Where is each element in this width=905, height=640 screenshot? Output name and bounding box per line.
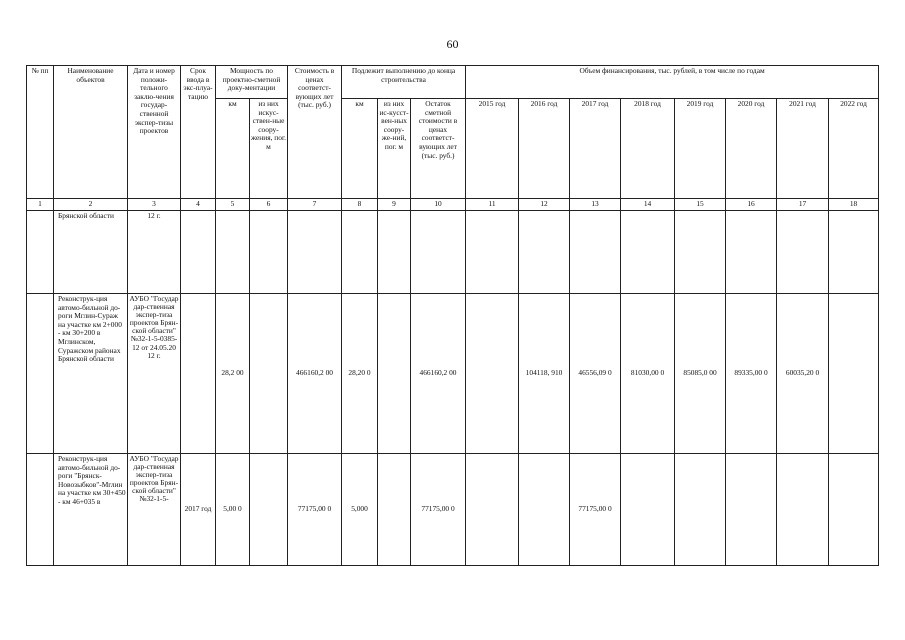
col-number: 13	[570, 199, 621, 211]
year-value	[621, 211, 675, 294]
year-value	[519, 211, 570, 294]
table-row	[27, 211, 879, 294]
col-number: 15	[675, 199, 726, 211]
year-value: 46556,09 0	[570, 294, 621, 454]
year-value	[726, 211, 777, 294]
col-number: 9	[378, 199, 411, 211]
hdr-year: 2016 год	[519, 99, 570, 199]
year-value	[675, 454, 726, 566]
object-name: Брянской области	[54, 211, 128, 294]
commissioning-term	[181, 294, 216, 454]
year-value	[621, 454, 675, 566]
year-value: 81030,00 0	[621, 294, 675, 454]
hdr-year: 2019 год	[675, 99, 726, 199]
hdr-year: 2015 год	[466, 99, 519, 199]
col-number: 8	[342, 199, 378, 211]
year-value: 104118, 910	[519, 294, 570, 454]
year-value	[466, 454, 519, 566]
hdr-name: Наименование объектов	[54, 66, 128, 199]
capacity-structures	[250, 454, 288, 566]
row-num	[27, 294, 54, 454]
column-number-row	[27, 199, 879, 211]
expertise-conclusion: АУБО "Государ дар-ственная экспер-тиза проектов Брян-ской области" №32-1-5-	[128, 454, 181, 566]
col-number: 2	[54, 199, 128, 211]
investment-table	[26, 65, 879, 566]
year-value	[519, 454, 570, 566]
col-number: 6	[250, 199, 288, 211]
col-number: 1	[27, 199, 54, 211]
remaining-km: 5,000	[342, 454, 378, 566]
table-row	[27, 454, 879, 566]
remaining-structures	[378, 294, 411, 454]
expertise-conclusion: АУБО "Государ дар-ственная экспер-тиза проектов Брян-ской области" №32-1-5-0385-12 от 24.05.20 12 г.	[128, 294, 181, 454]
hdr-cost: Стоимость в ценах соответст-вующих лет (тыс. руб.)	[288, 66, 342, 199]
hdr-to-complete: Подлежит выполнению до конца строительства	[342, 66, 466, 99]
year-value: 89335,00 0	[726, 294, 777, 454]
cost: 466160,2 00	[288, 294, 342, 454]
remaining-cost: 77175,00 0	[411, 454, 466, 566]
year-value	[726, 454, 777, 566]
object-name: Реконструк-ция автомо-бильной до-роги Мглин-Сураж на участке км 2+000 - км 30+200 в Мглинском, Суражском районах Брянской области	[54, 294, 128, 454]
hdr-year: 2022 год	[829, 99, 879, 199]
remaining-cost: 466160,2 00	[411, 294, 466, 454]
year-value	[777, 211, 829, 294]
year-value	[675, 211, 726, 294]
year-value	[466, 211, 519, 294]
col-number: 10	[411, 199, 466, 211]
remaining-km	[342, 211, 378, 294]
capacity-structures	[250, 294, 288, 454]
col-number: 3	[128, 199, 181, 211]
row-num	[27, 454, 54, 566]
col-number: 14	[621, 199, 675, 211]
col-number: 11	[466, 199, 519, 211]
year-value	[829, 294, 879, 454]
remaining-structures	[378, 211, 411, 294]
hdr-tc-km: км	[342, 99, 378, 199]
table-row	[27, 294, 879, 454]
col-number: 17	[777, 199, 829, 211]
expertise-conclusion: 12 г.	[128, 211, 181, 294]
capacity-structures	[250, 211, 288, 294]
object-name: Реконструк-ция автомо-бильной до-роги "Брянск-Новозыбков"-Мглин на участке км 30+450 - км 46+035 в	[54, 454, 128, 566]
hdr-term: Срок ввода в экс-плуа-тацию	[181, 66, 216, 199]
commissioning-term	[181, 211, 216, 294]
hdr-num: № пп	[27, 66, 54, 199]
remaining-structures	[378, 454, 411, 566]
year-value: 60035,20 0	[777, 294, 829, 454]
capacity-km: 5,00 0	[216, 454, 250, 566]
cost	[288, 211, 342, 294]
col-number: 7	[288, 199, 342, 211]
hdr-financing: Объем финансирования, тыс. рублей, в том числе по годам	[466, 66, 879, 99]
year-value	[570, 211, 621, 294]
page-number: 60	[446, 37, 459, 51]
capacity-km: 28,2 00	[216, 294, 250, 454]
hdr-tc-art: из них ис-кусст-вен-ных соору-же-ний, пог. м	[378, 99, 411, 199]
capacity-km	[216, 211, 250, 294]
col-number: 18	[829, 199, 879, 211]
year-value: 85085,0 00	[675, 294, 726, 454]
hdr-year: 2017 год	[570, 99, 621, 199]
year-value	[777, 454, 829, 566]
year-value	[466, 294, 519, 454]
col-number: 12	[519, 199, 570, 211]
hdr-year: 2018 год	[621, 99, 675, 199]
remaining-km: 28,20 0	[342, 294, 378, 454]
hdr-capacity: Мощность по проектно-сметной доку-ментации	[216, 66, 288, 99]
year-value	[829, 211, 879, 294]
hdr-cap-art: из них искус-ствен-ные соору-жения, пог. м	[250, 99, 288, 199]
hdr-tc-rest: Остаток сметной стоимости в ценах соответст-вующих лет (тыс. руб.)	[411, 99, 466, 199]
commissioning-term: 2017 год	[181, 454, 216, 566]
row-num	[27, 211, 54, 294]
cost: 77175,00 0	[288, 454, 342, 566]
hdr-cap-km: км	[216, 99, 250, 199]
year-value: 77175,00 0	[570, 454, 621, 566]
col-number: 4	[181, 199, 216, 211]
remaining-cost	[411, 211, 466, 294]
hdr-conclusion: Дата и номер положи-тельного заклю-чения государ-ственной экспер-тизы проектов	[128, 66, 181, 199]
hdr-year: 2020 год	[726, 99, 777, 199]
hdr-year: 2021 год	[777, 99, 829, 199]
year-value	[829, 454, 879, 566]
col-number: 16	[726, 199, 777, 211]
col-number: 5	[216, 199, 250, 211]
